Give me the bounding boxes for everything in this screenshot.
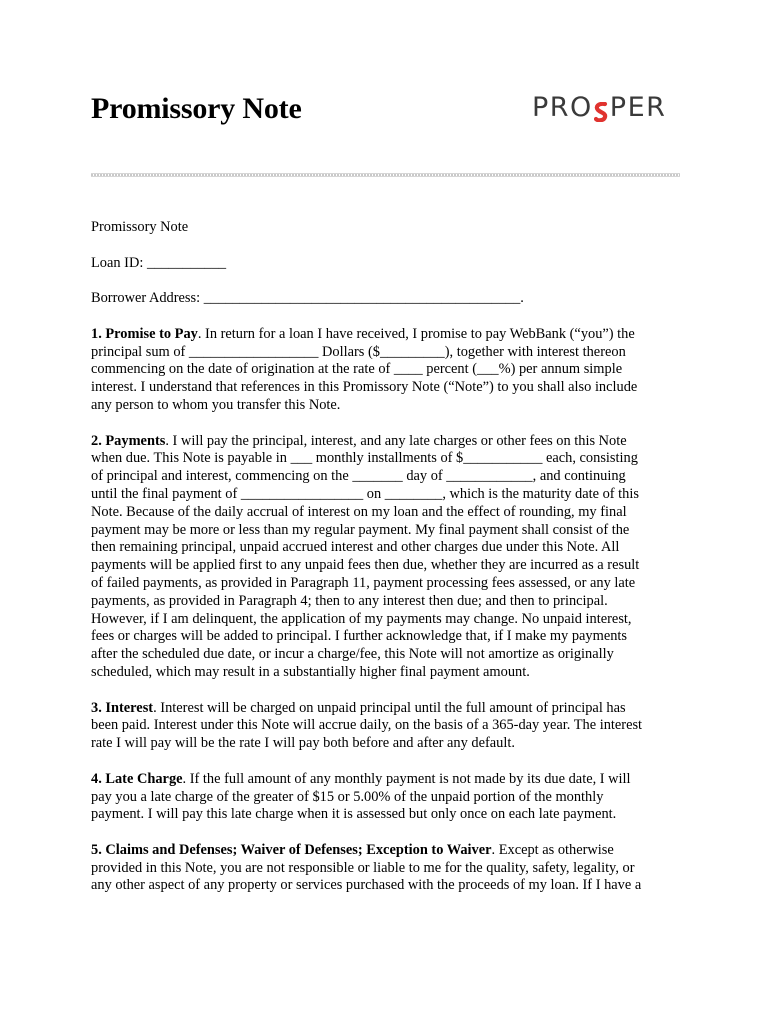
section-interest bbox=[91, 700, 681, 753]
section-heading: 4. Late Charge bbox=[91, 770, 183, 787]
doc-label: Promissory Note bbox=[91, 219, 189, 235]
section-payments bbox=[91, 433, 681, 682]
section-heading: 2. Payments bbox=[91, 432, 166, 449]
section-text: . Interest will be charged on unpaid principal until the full amount of principal has been paid. Interest under this Note will accrue daily, on the basis of a 365-day year. The interest rate I will pay will be the rate I will pay both before and after any default. bbox=[91, 699, 643, 752]
document-body bbox=[91, 219, 681, 913]
header-divider bbox=[91, 173, 680, 177]
section-late-charge bbox=[91, 771, 681, 824]
section-text: . In return for a loan I have received, I promise to pay WebBank (“you”) the principal sum of __________________ Dollars ($_________), together with interest thereon commencing on the date of origination at the rate of ____ percent (___%) per annum simple interest. I understand that references in this Promissory Note (“Note”) to you shall also include any person to whom you transfer this Note. bbox=[91, 325, 638, 413]
prosper-logo bbox=[532, 92, 666, 123]
section-text: . If the full amount of any monthly payment is not made by its due date, I will pay you a late charge of the greater of $15 or 5.00% of the unpaid portion of the monthly payment. I will pay this late charge when it is assessed but only once on each late payment. bbox=[91, 770, 631, 823]
loan-id-line: Loan ID: ___________ bbox=[91, 254, 227, 271]
section-heading: 1. Promise to Pay bbox=[91, 325, 198, 342]
section-heading: 5. Claims and Defenses; Waiver of Defenses; Exception to Waiver bbox=[91, 841, 492, 858]
logo-mark-icon bbox=[594, 98, 608, 118]
section-promise-to-pay bbox=[91, 326, 681, 415]
section-heading: 3. Interest bbox=[91, 699, 154, 716]
section-text: . Except as otherwise provided in this Note, you are not responsible or liable to me for the quality, safety, legality, or any other aspect of any property or services purchased with the proceeds of my loan. If I have a bbox=[91, 841, 642, 894]
page-title: Promissory Note bbox=[91, 92, 302, 125]
borrower-address-line: Borrower Address: ____________________________________________. bbox=[91, 290, 524, 307]
section-text: . I will pay the principal, interest, and any late charges or other fees on this Note when due. This Note is payable in ___ monthly installments of $___________ each, consisting of principal and interest, commencing on the _______ day of ____________, and continuing until the final payment of _________________ on ________, which is the maturity date of this Note. Because of the daily accrual of interest on my loan and the effect of rounding, my final payment may be more or less than my regular payment. My final payment shall consist of the then remaining principal, unpaid accrued interest and other charges due under this Note. All payments will be applied first to any unpaid fees then due, whether they are incurred as a result of failed payments, as provided in Paragraph 11, payment processing fees assessed, or any late payments, as provided in Paragraph 4; then to any interest then due; and then to principal. However, if I am delinquent, the application of my payments may change. No unpaid interest, fees or charges will be added to principal. I further acknowledge that, if I make my payments after the scheduled due date, or incur a charge/fee, this Note will not amortize as originally scheduled, which may result in a substantially higher final payment amount. bbox=[91, 432, 640, 680]
logo-text-right: PER bbox=[609, 92, 667, 123]
section-claims-and-defenses bbox=[91, 842, 681, 895]
logo-text-left: PRO bbox=[532, 92, 593, 123]
